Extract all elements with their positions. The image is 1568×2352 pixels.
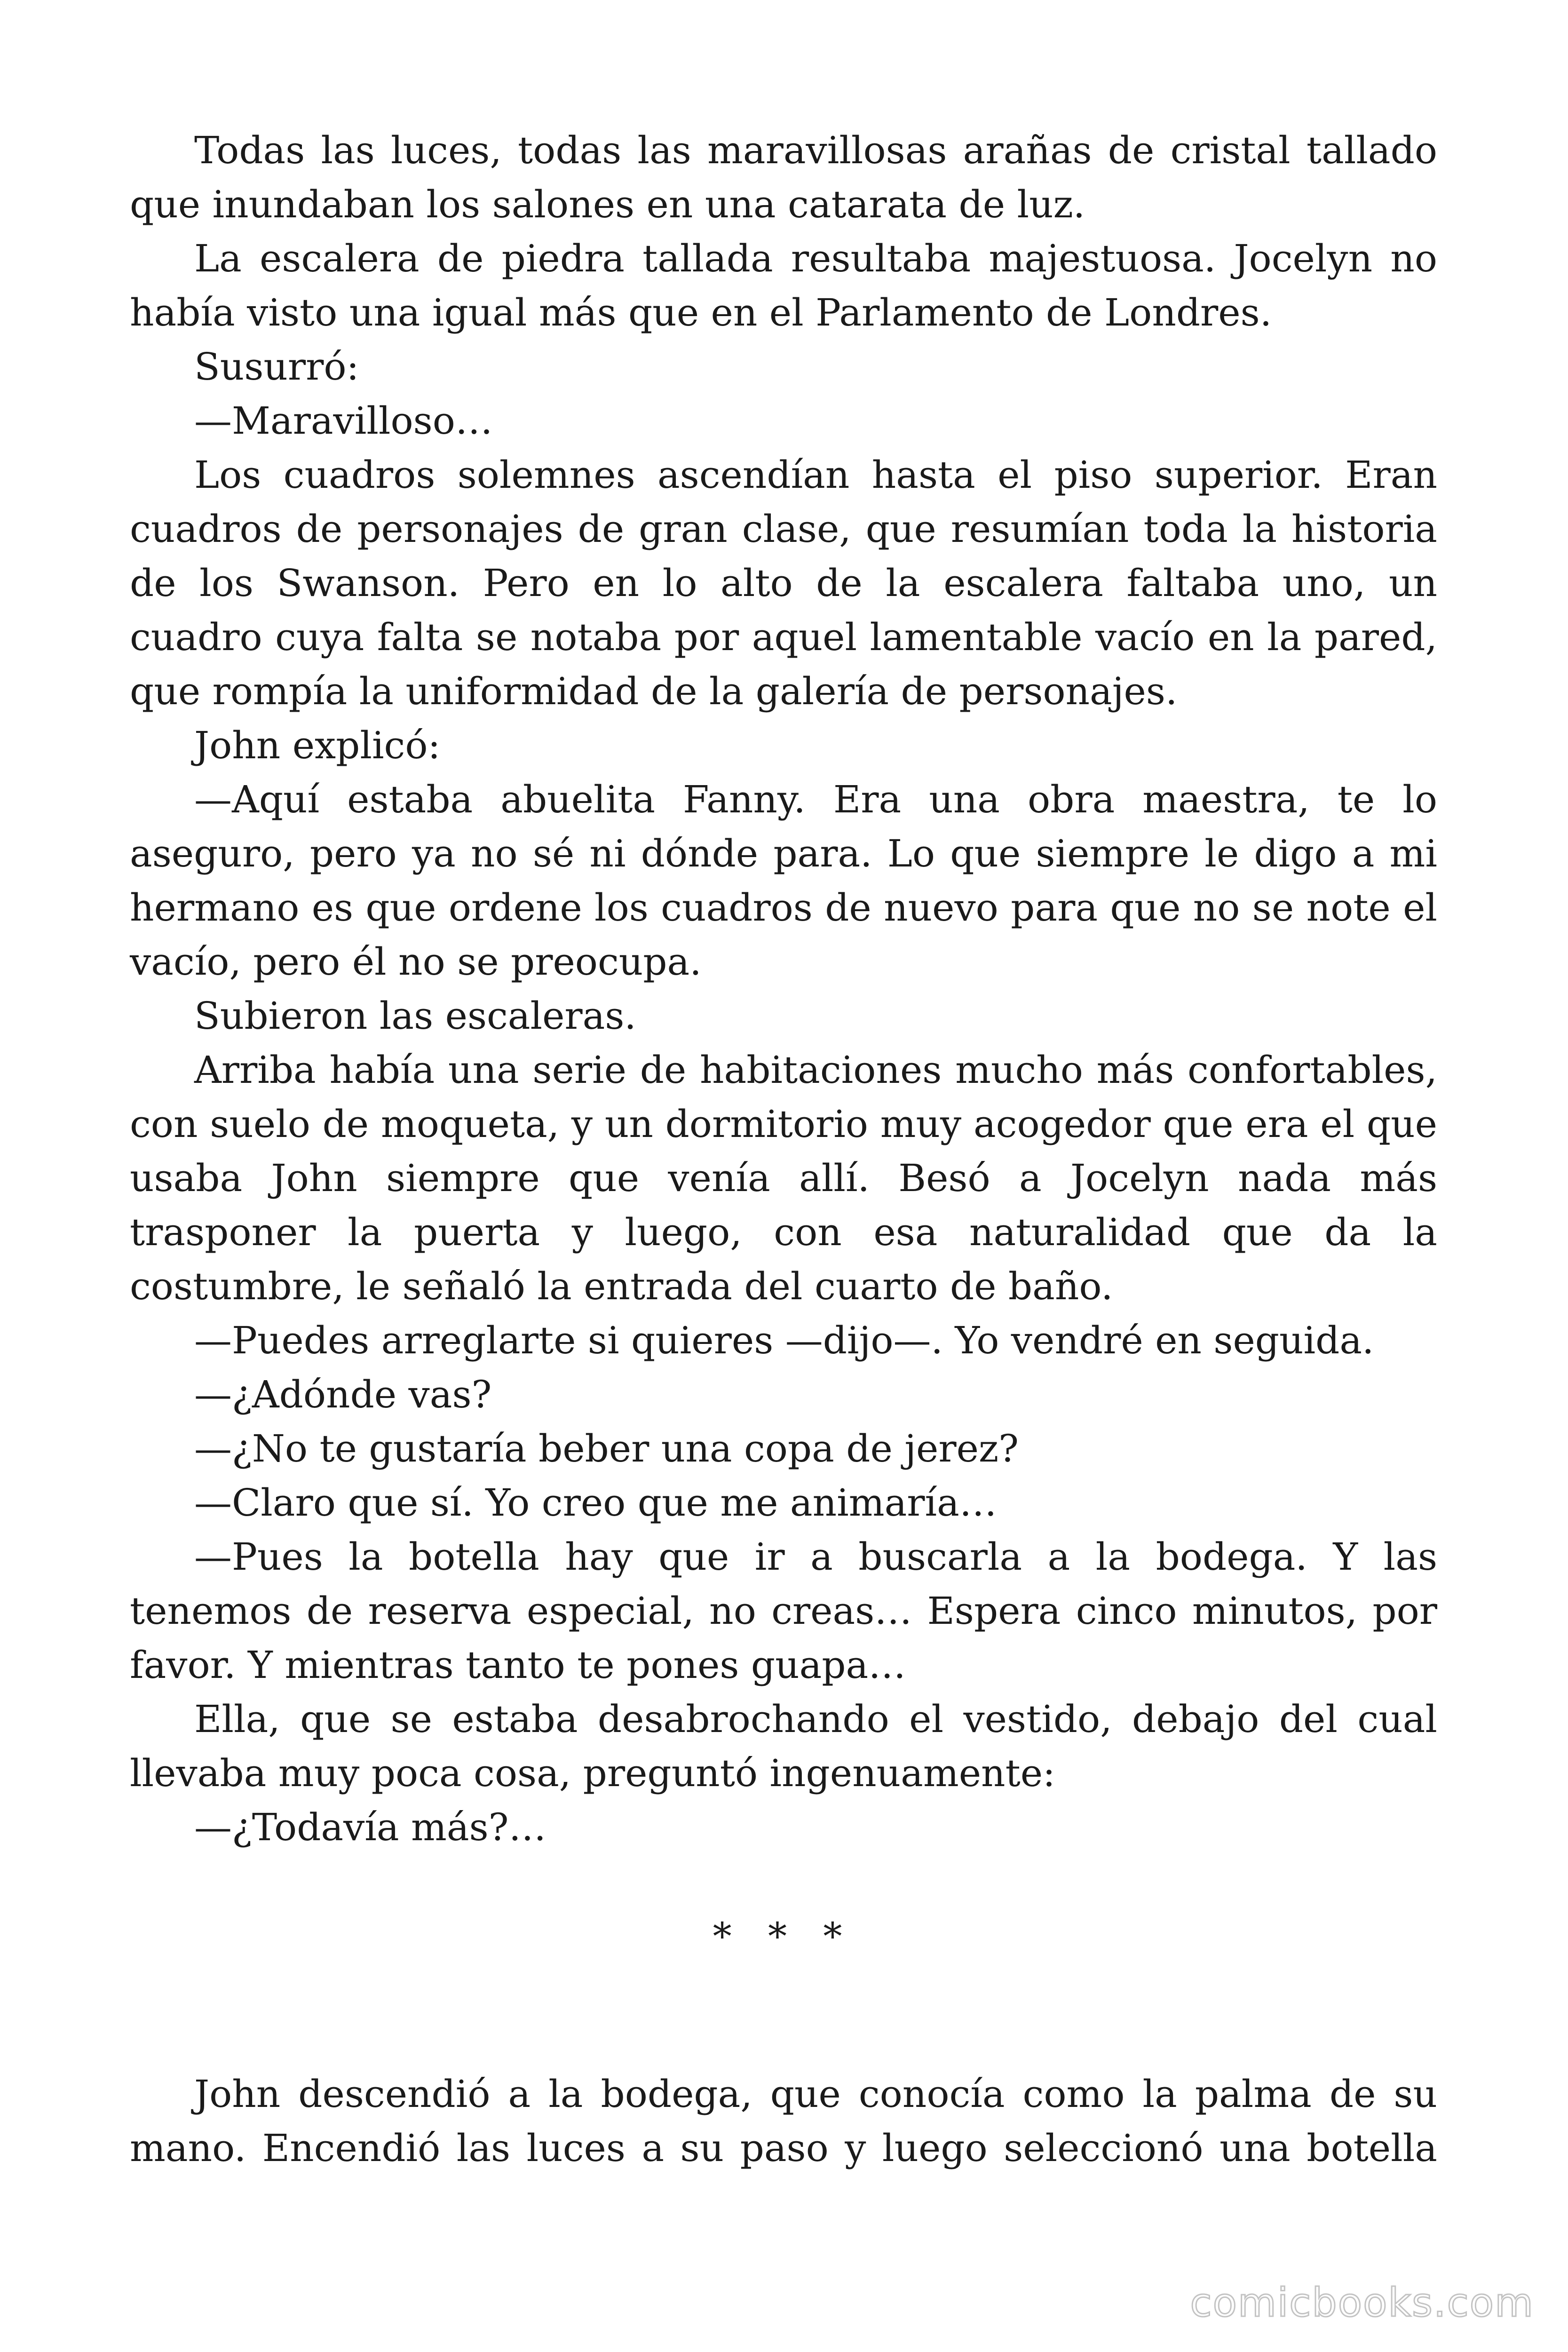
paragraph: Ella, que se estaba desabrochando el vestido, debajo del cual llevaba muy poca cosa, preguntó ingenuamente: (130, 1697, 1437, 1795)
paragraph: John descendió a la bodega, que conocía como la palma de su mano. Encendió las luces a su paso y luego seleccionó una botella (130, 2072, 1437, 2170)
paragraph: —¿Adónde vas? (194, 1373, 492, 1416)
paragraph: —¿No te gustaría beber una copa de jerez? (194, 1427, 1019, 1470)
paragraph: —Puedes arreglarte si quieres —dijo—. Yo vendré en seguida. (194, 1319, 1374, 1362)
paragraph: Los cuadros solemnes ascendían hasta el piso superior. Eran cuadros de personajes de gran clase, que resumían toda la historia de los Swanson. Pero en lo alto de la escalera faltaba uno, un cuadro cuya falta se notaba por aquel lamentable vacío en la pared, que rompía la uniformidad de la galería de personajes. (130, 453, 1437, 713)
text-block-part1 (130, 123, 1437, 1854)
paragraph: Subieron las escaleras. (194, 994, 636, 1038)
paragraph: John explicó: (194, 723, 441, 767)
paragraph: Todas las luces, todas las maravillosas arañas de cristal tallado que inundaban los salones en una catarata de luz. (130, 128, 1437, 226)
page-body (130, 123, 1437, 2175)
watermark: comicbooks.com (1190, 2280, 1534, 2326)
paragraph: Arriba había una serie de habitaciones mucho más confortables, con suelo de moqueta, y un dormitorio muy acogedor que era el que usaba John siempre que venía allí. Besó a Jocelyn nada más trasponer la puerta y luego, con esa naturalidad que da la costumbre, le señaló la entrada del cuarto de baño. (130, 1048, 1437, 1308)
paragraph: —Claro que sí. Yo creo que me animaría… (194, 1481, 997, 1525)
scene-break: * * * (713, 1915, 855, 1958)
paragraph: —Aquí estaba abuelita Fanny. Era una obra maestra, te lo aseguro, pero ya no sé ni dónde para. Lo que siempre le digo a mi hermano es que ordene los cuadros de nuevo para que no se note el vacío, pero él no se preocupa. (130, 778, 1437, 984)
paragraph: La escalera de piedra tallada resultaba majestuosa. Jocelyn no había visto una igual más que en el Parlamento de Londres. (130, 237, 1437, 334)
text-block-part2 (130, 2067, 1437, 2175)
paragraph: Susurró: (194, 345, 359, 389)
paragraph: —Maravilloso… (194, 399, 493, 443)
paragraph: —Pues la botella hay que ir a buscarla a la bodega. Y las tenemos de reserva especial, no creas… Espera cinco minutos, por favor. Y mientras tanto te pones guapa… (130, 1535, 1437, 1687)
paragraph: —¿Todavía más?… (194, 1805, 546, 1849)
